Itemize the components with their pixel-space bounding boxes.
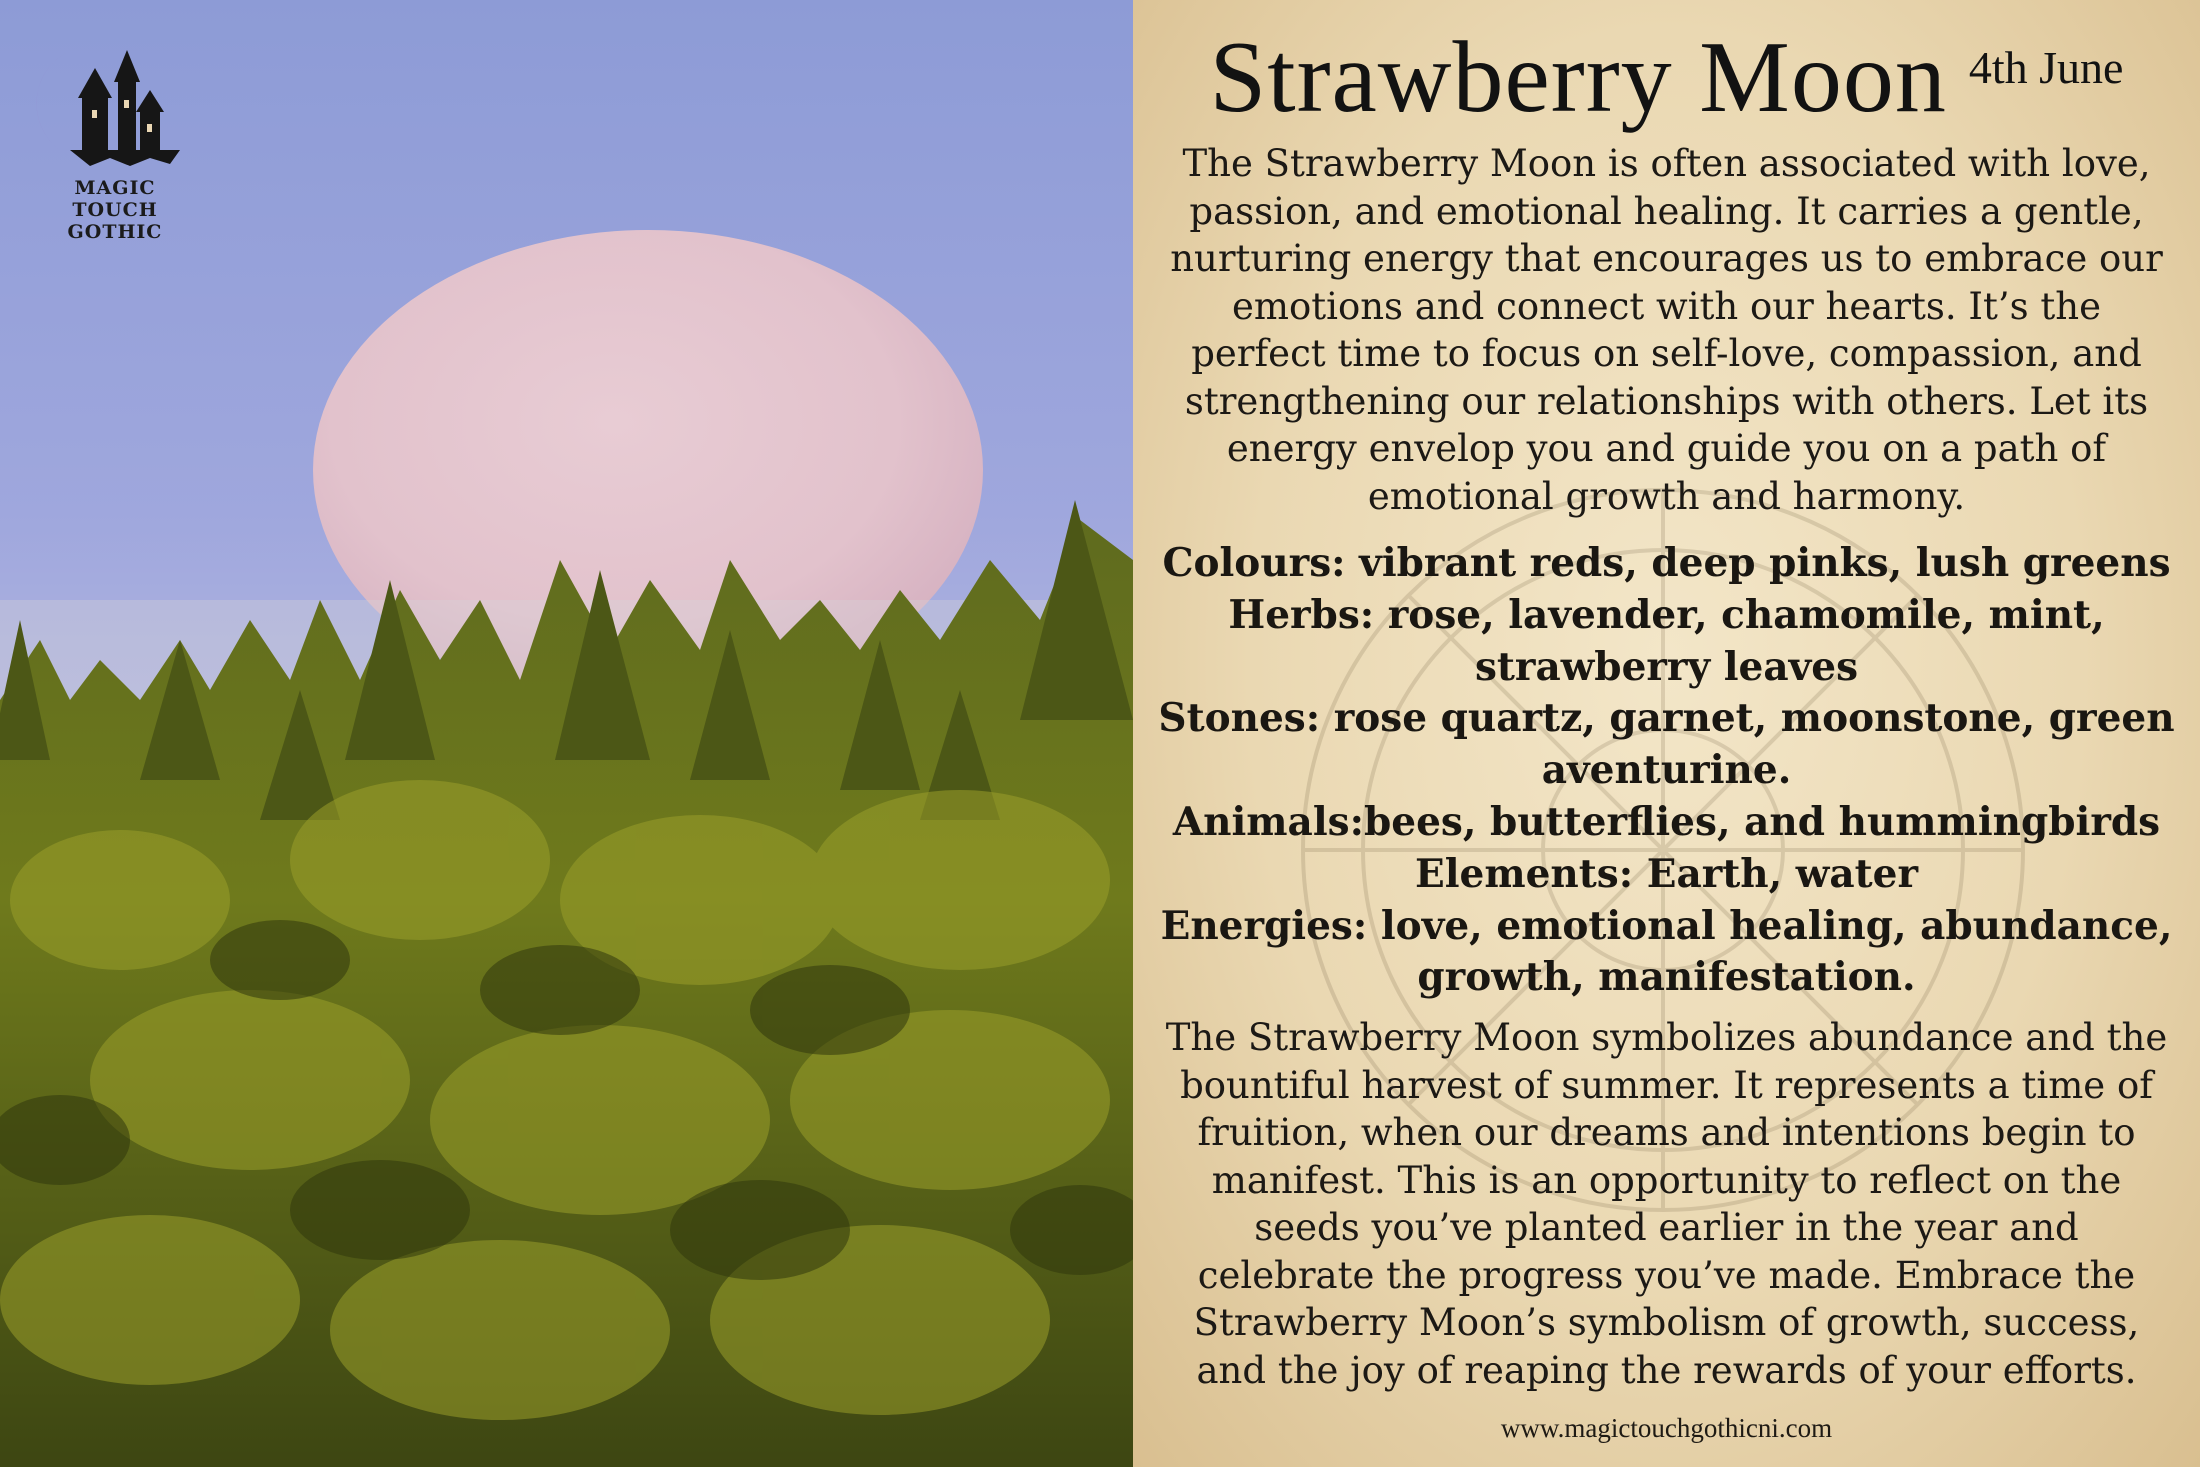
header <box>1133 18 2200 138</box>
elements-line: Elements: Earth, water <box>1414 850 1919 897</box>
correspondences-list <box>1153 538 2180 1004</box>
text-panel <box>1133 0 2200 1467</box>
animals-line: Animals:bees, butterflies, and hummingbirds <box>1172 798 2161 845</box>
brand-name-line1: MAGIC TOUCH <box>72 177 158 221</box>
page-title: Strawberry Moon <box>1209 21 1947 134</box>
energies-line: Energies: love, emotional healing, abundance, growth, manifestation. <box>1160 902 2173 1001</box>
brand-name-line2: GOTHIC <box>67 221 163 243</box>
crescent-castle-icon <box>30 40 200 175</box>
website-link[interactable]: www.magictouchgothicni.com <box>1500 1413 1833 1443</box>
closing-paragraph: The Strawberry Moon symbolizes abundance and the bountiful harvest of summer. It represents a time of fruition, when our dreams and intentions begin to manifest. This is an opportunity to reflect on the seeds you’ve planted earlier in the year and celebrate the progress you’ve made. Embrace the Strawberry Moon’s symbolism of growth, success, and the joy of reaping the rewards of your efforts. <box>1165 1016 2168 1392</box>
brand-name <box>30 177 200 243</box>
brand-logo <box>30 40 200 243</box>
moon-date: 4th June <box>1968 42 2124 93</box>
herbs-line: Herbs: rose, lavender, chamomile, mint, strawberry leaves <box>1228 591 2105 690</box>
colours-line: Colours: vibrant reds, deep pinks, lush greens <box>1162 540 2171 586</box>
intro-paragraph: The Strawberry Moon is often associated with love, passion, and emotional healing. It carries a gentle, nurturing energy that encourages us to embrace our emotions and connect with our hearts. It’s the perfect time to focus on self-love, compassion, and strengthening our relationships with others. Let its energy envelop you and guide you on a path of emotional growth and harmony. <box>1170 142 2163 518</box>
stones-line: Stones: rose quartz, garnet, moonstone, green aventurine. <box>1158 695 2175 794</box>
